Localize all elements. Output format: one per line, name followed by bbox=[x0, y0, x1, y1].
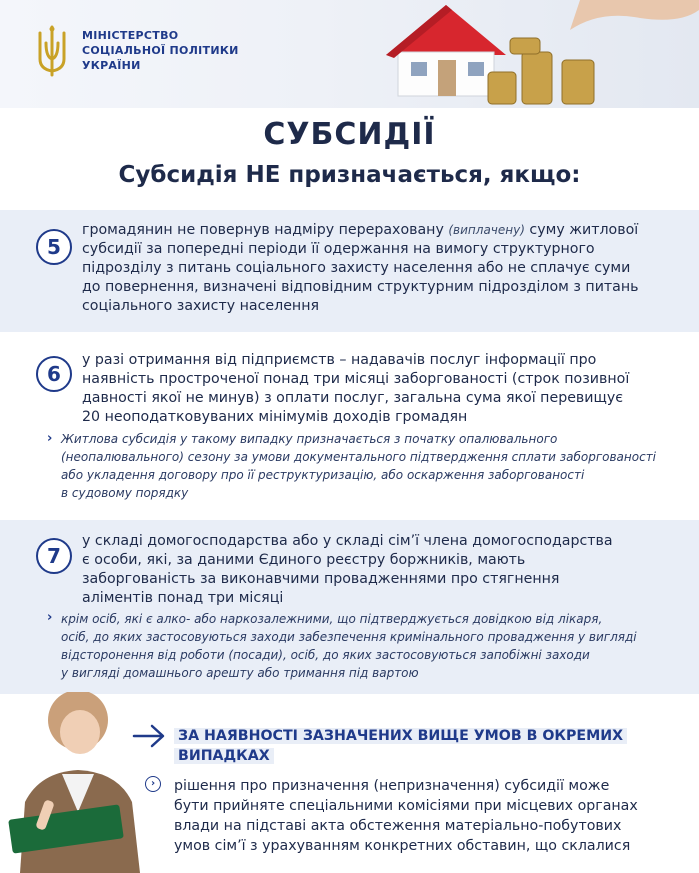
chevron-right-icon: › bbox=[47, 431, 53, 446]
arrow-right-icon bbox=[132, 722, 166, 750]
footer-text: рішення про призначення (непризначення) субсидії може бути прийняте спеціальними комісіями при місцевих органах влади на підставі акта обстеження матеріально-побутових умов сім’ї з урахуванням конкретних обставин, що склалися bbox=[174, 778, 638, 854]
item-5-text: громадянин не повернув надміру перераховану (виплачену) суму житлової субсидії за попередні періоди її одержання на вимогу структурного підрозділу з питань соціального захисту населення або не сплачує суми до повернення, визначені відповідним структурним підрозділом з питань соціального захисту населення bbox=[82, 222, 639, 314]
item-6-text: у разі отримання від підприємств – надавачів послуг інформації про наявність простроченої понад три місяці заборгованості (строк позивної давності якої не минув) з оплати послуг, загальна сума якої перевищує 20 неоподатковуваних мінімумів доходів громадян bbox=[82, 352, 630, 425]
woman-with-notebook-illustration bbox=[0, 692, 150, 873]
item-6-note: Житлова субсидія у такому випадку призначається з початку опалювального (неопалювального) сезону за умови документального підтвердження сплати заборгованості або укладення договору про її реструктуризацію, або оскарження заборгованості в судовому порядку bbox=[61, 432, 657, 500]
item-number-6: 6 bbox=[36, 356, 72, 392]
footer-heading: ЗА НАЯВНОСТІ ЗАЗНАЧЕНИХ ВИЩЕ УМОВ В ОКРЕМИХ ВИПАДКАХ bbox=[174, 726, 627, 766]
ministry-name: МІНІСТЕРСТВО СОЦІАЛЬНОЇ ПОЛІТИКИ УКРАЇНИ bbox=[82, 29, 239, 72]
page-subtitle: Субсидія НЕ призначається, якщо: bbox=[118, 162, 581, 188]
item-number-5: 5 bbox=[36, 229, 72, 265]
item-number-7: 7 bbox=[36, 538, 72, 574]
item-7-text: у складі домогосподарства або у складі сім’ї члена домогосподарства є особи, які, за даними Єдиного реєстру боржників, мають заборгованість за виконавчими провадженнями про стягнення аліментів понад три місяці bbox=[82, 533, 613, 606]
chevron-right-icon: › bbox=[47, 610, 53, 625]
circle-chevron-icon: › bbox=[145, 776, 161, 792]
coat-of-arms-icon bbox=[34, 25, 70, 77]
header-banner bbox=[0, 0, 699, 108]
hand-icon bbox=[560, 0, 699, 60]
item-7-note: крім осіб, які є алко- або наркозалежними, що підтверджується довідкою від лікаря, осіб, до яких застосовуються заходи забезпечення кримінального провадження у вигляді відсторонення від роботи (посади), осіб, до яких застосовуються запобіжні заходи у вигляді домашнього арешту або тримання під вартою bbox=[61, 612, 637, 680]
page-title: СУБСИДІЇ bbox=[263, 117, 436, 152]
